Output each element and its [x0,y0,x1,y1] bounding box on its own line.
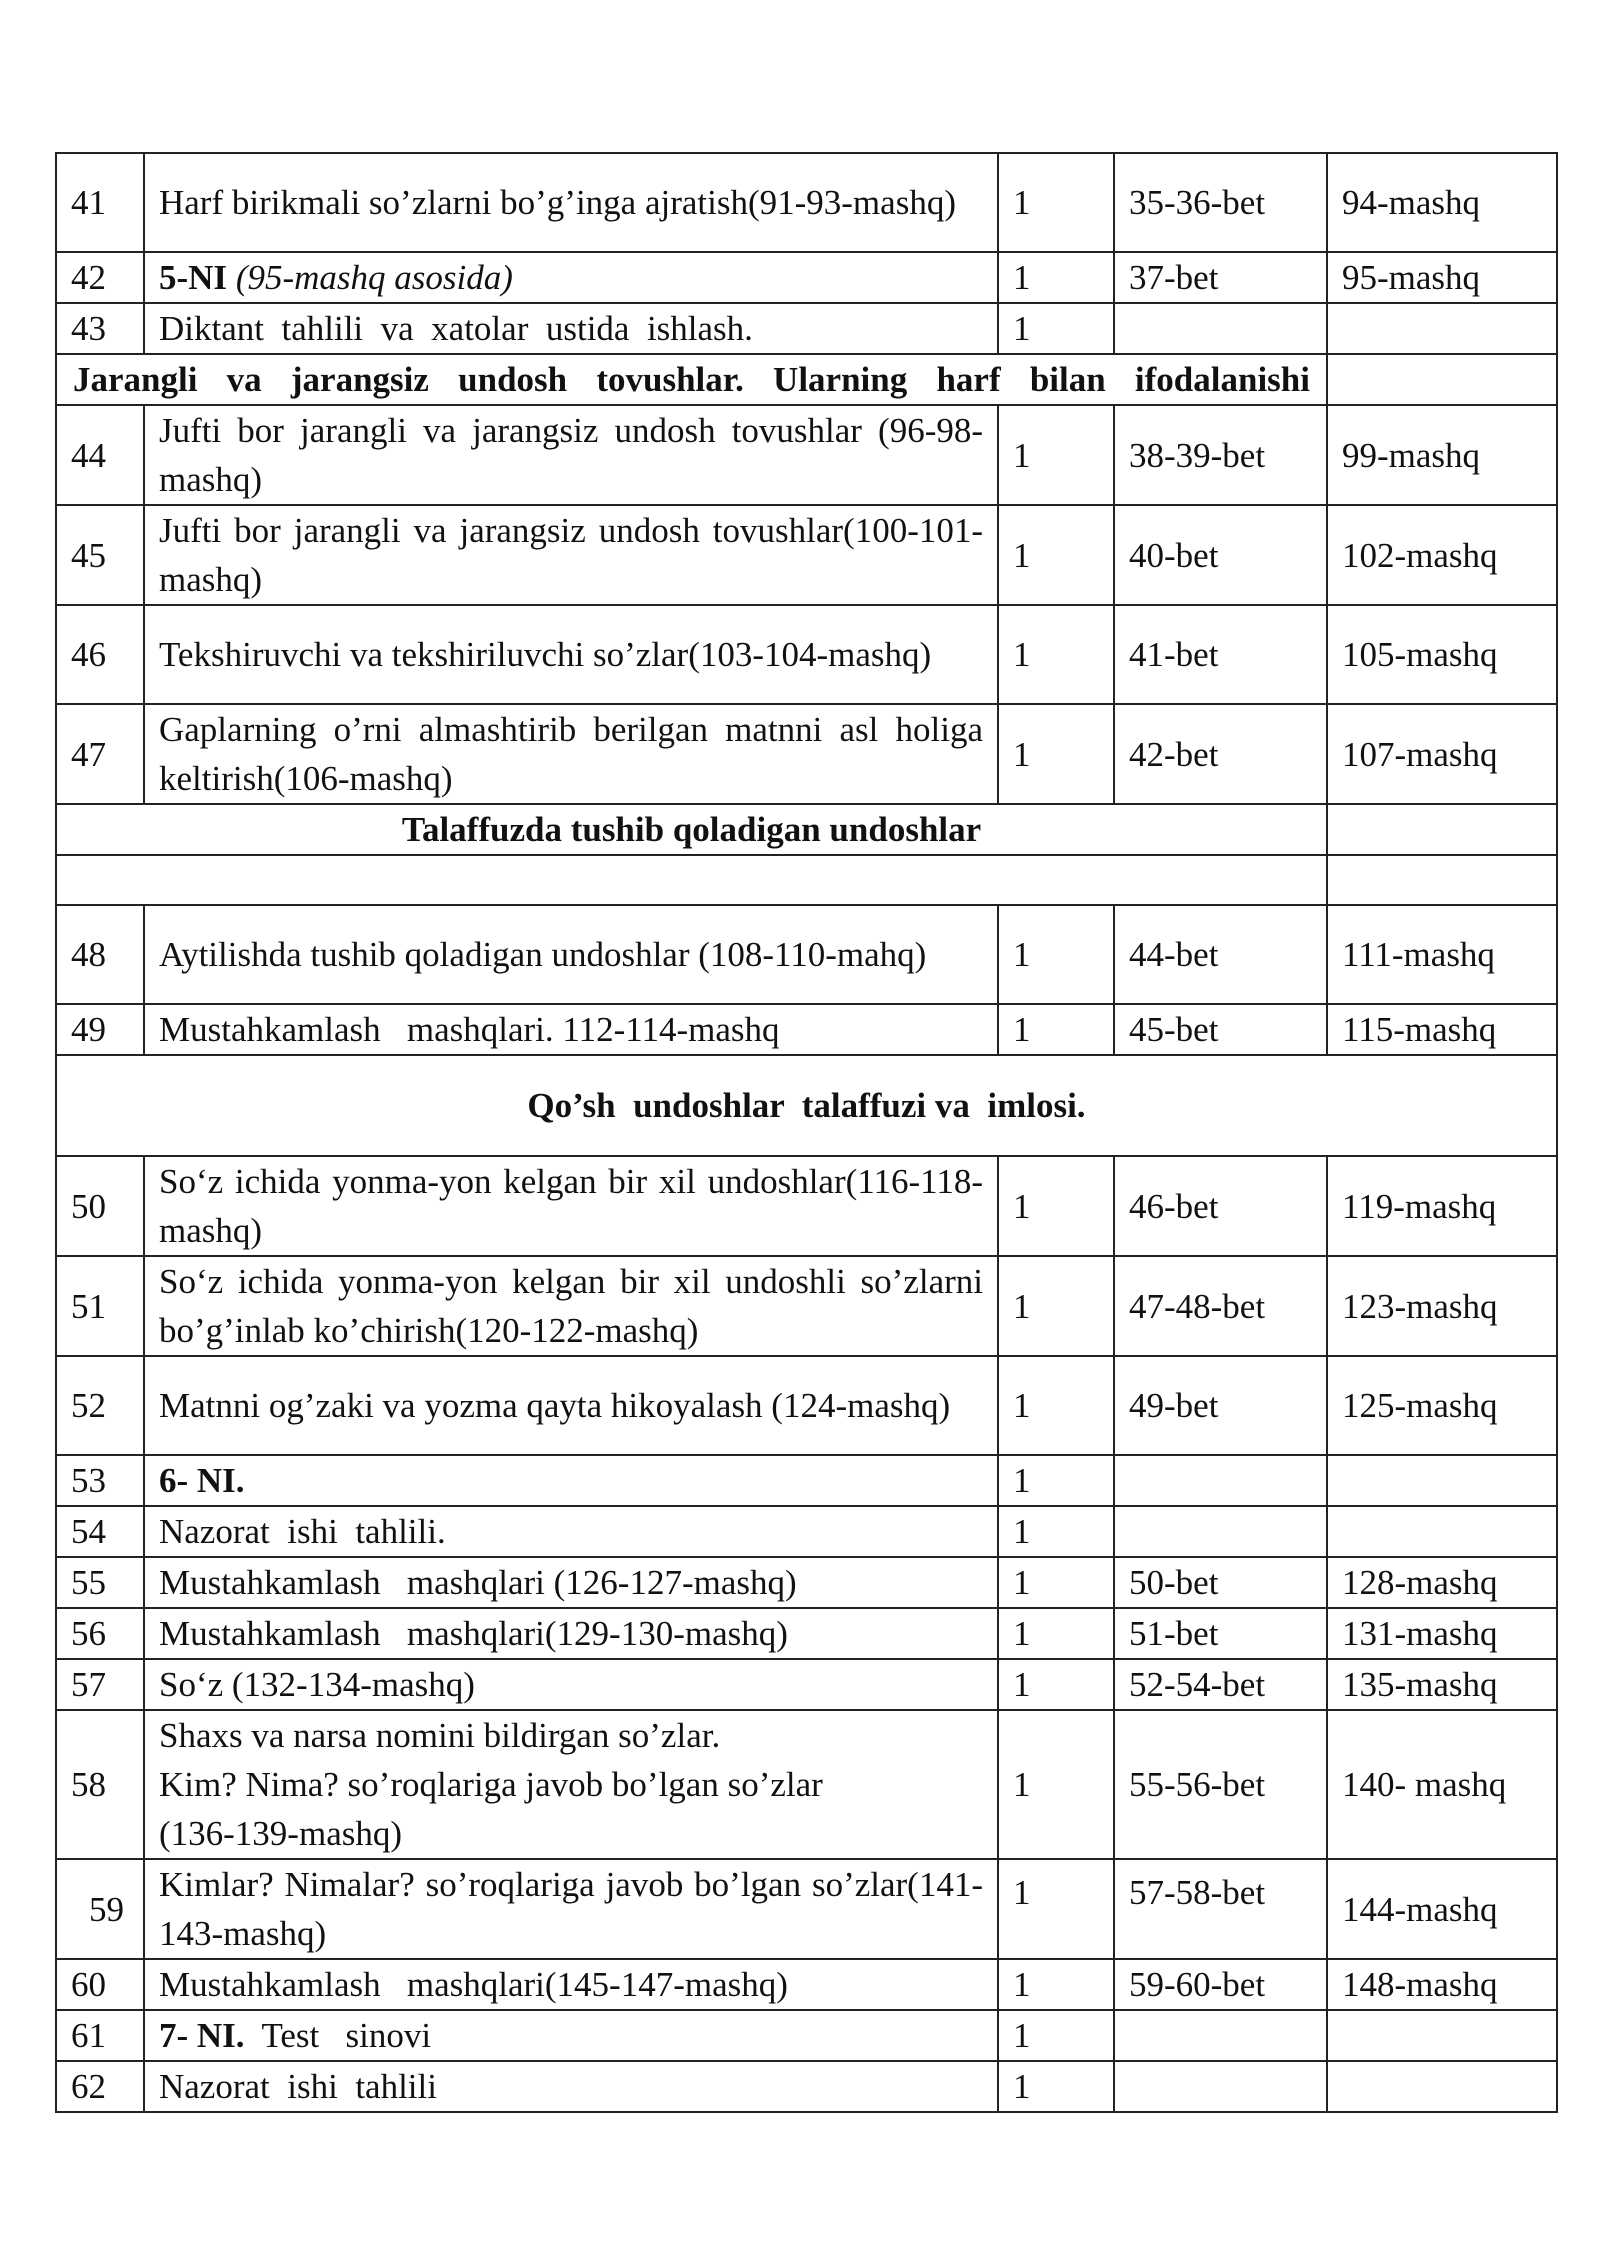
lesson-hours: 1 [998,905,1114,1004]
section-title: Jarangli va jarangsiz undosh tovushlar. Ularning harf bilan ifodalanishi [56,354,1327,405]
section-empty-cell [1327,354,1557,405]
table-row [56,303,1557,354]
topic-line: Kim? Nima? so’roqlariga javob bo’lgan so’zlar [159,1765,823,1804]
homework: 119-mashq [1327,1156,1557,1256]
table-row [56,2010,1557,2061]
table-row [56,1710,1557,1859]
topic-bold-label: 7- NI. [159,2016,245,2055]
topic-text: Test sinovi [261,2016,432,2055]
lesson-number: 60 [56,1959,144,2010]
section-title: Qo’sh undoshlar talaffuzi va imlosi. [56,1055,1557,1156]
textbook-page [1114,2010,1327,2061]
textbook-page: 46-bet [1114,1156,1327,1256]
homework: 125-mashq [1327,1356,1557,1455]
lesson-number: 62 [56,2061,144,2112]
homework: 111-mashq [1327,905,1557,1004]
table-row [56,1356,1557,1455]
table-row [56,1859,1557,1959]
topic-italic-note: (95-mashq asosida) [235,258,513,297]
lesson-hours: 1 [998,605,1114,704]
textbook-page: 47-48-bet [1114,1256,1327,1356]
homework: 94-mashq [1327,153,1557,252]
lesson-topic: Nazorat ishi tahlili. [144,1506,998,1557]
table-row [56,704,1557,804]
lesson-hours: 1 [998,1455,1114,1506]
lesson-hours: 1 [998,704,1114,804]
textbook-page: 45-bet [1114,1004,1327,1055]
lesson-topic [144,252,998,303]
textbook-page: 51-bet [1114,1608,1327,1659]
lesson-hours: 1 [998,1004,1114,1055]
homework: 135-mashq [1327,1659,1557,1710]
textbook-page [1114,2061,1327,2112]
topic-line: (136-139-mashq) [159,1814,403,1853]
homework: 144-mashq [1327,1859,1557,1959]
lesson-topic: 6- NI. [144,1455,998,1506]
lesson-hours: 1 [998,1608,1114,1659]
lesson-topic: Nazorat ishi tahlili [144,2061,998,2112]
table-row [56,252,1557,303]
textbook-page: 55-56-bet [1114,1710,1327,1859]
lesson-topic: Mustahkamlash mashqlari(129-130-mashq) [144,1608,998,1659]
table-row [56,153,1557,252]
lesson-topic [144,2010,998,2061]
lesson-hours: 1 [998,1557,1114,1608]
lesson-number: 43 [56,303,144,354]
table-row [56,1659,1557,1710]
homework: 123-mashq [1327,1256,1557,1356]
table-row [56,505,1557,605]
homework [1327,1455,1557,1506]
lesson-number: 51 [56,1256,144,1356]
blank-cell [1327,855,1557,905]
homework: 107-mashq [1327,704,1557,804]
lesson-hours: 1 [998,1256,1114,1356]
textbook-page [1114,303,1327,354]
lesson-number: 47 [56,704,144,804]
table-row [56,905,1557,1004]
table-row [56,1256,1557,1356]
homework: 105-mashq [1327,605,1557,704]
lesson-topic: So‘z ichida yonma-yon kelgan bir xil undoshlar(116-118-mashq) [144,1156,998,1256]
textbook-page: 49-bet [1114,1356,1327,1455]
textbook-page: 41-bet [1114,605,1327,704]
lesson-hours: 1 [998,1506,1114,1557]
lesson-number: 49 [56,1004,144,1055]
section-empty-cell [1327,804,1557,855]
lesson-number: 53 [56,1455,144,1506]
section-row [56,354,1557,405]
lesson-topic: Matnni og’zaki va yozma qayta hikoyalash (124-mashq) [144,1356,998,1455]
lesson-topic [144,1710,998,1859]
textbook-page [1114,1506,1327,1557]
homework: 148-mashq [1327,1959,1557,2010]
homework: 128-mashq [1327,1557,1557,1608]
textbook-page: 38-39-bet [1114,405,1327,505]
homework: 140- mashq [1327,1710,1557,1859]
table-row [56,1156,1557,1256]
lesson-topic: Mustahkamlash mashqlari (126-127-mashq) [144,1557,998,1608]
lesson-hours: 1 [998,1356,1114,1455]
homework [1327,303,1557,354]
lesson-topic: Gaplarning o’rni almashtirib berilgan matnni asl holiga keltirish(106-mashq) [144,704,998,804]
lesson-number: 55 [56,1557,144,1608]
lesson-number: 54 [56,1506,144,1557]
textbook-page: 52-54-bet [1114,1659,1327,1710]
lesson-number: 56 [56,1608,144,1659]
lesson-hours: 1 [998,1659,1114,1710]
textbook-page: 57-58-bet [1114,1859,1327,1959]
textbook-page: 59-60-bet [1114,1959,1327,2010]
table-row [56,1455,1557,1506]
lesson-hours: 1 [998,1156,1114,1256]
lesson-topic: So‘z ichida yonma-yon kelgan bir xil undoshli so’zlarni bo’g’inlab ko’chirish(120-122-mashq) [144,1256,998,1356]
homework: 95-mashq [1327,252,1557,303]
textbook-page: 35-36-bet [1114,153,1327,252]
homework [1327,2010,1557,2061]
textbook-page [1114,1455,1327,1506]
blank-row [56,855,1557,905]
table-row [56,2061,1557,2112]
lesson-topic: Mustahkamlash mashqlari. 112-114-mashq [144,1004,998,1055]
lesson-topic: Harf birikmali so’zlarni bo’g’inga ajratish(91-93-mashq) [144,153,998,252]
table-row [56,1959,1557,2010]
homework: 131-mashq [1327,1608,1557,1659]
lesson-number: 42 [56,252,144,303]
lesson-topic: Tekshiruvchi va tekshiriluvchi so’zlar(103-104-mashq) [144,605,998,704]
lesson-topic: Kimlar? Nimalar? so’roqlariga javob bo’lgan so’zlar(141-143-mashq) [144,1859,998,1959]
textbook-page: 44-bet [1114,905,1327,1004]
table-row [56,1004,1557,1055]
section-row [56,804,1557,855]
homework: 115-mashq [1327,1004,1557,1055]
lesson-hours: 1 [998,2061,1114,2112]
lesson-topic: Mustahkamlash mashqlari(145-147-mashq) [144,1959,998,2010]
lesson-plan-table [55,152,1558,2113]
table-row [56,1557,1557,1608]
lesson-topic: So‘z (132-134-mashq) [144,1659,998,1710]
lesson-number: 61 [56,2010,144,2061]
lesson-hours: 1 [998,505,1114,605]
lesson-hours: 1 [998,153,1114,252]
table-row [56,605,1557,704]
section-row [56,1055,1557,1156]
lesson-number: 46 [56,605,144,704]
lesson-number: 59 [56,1859,144,1959]
lesson-number: 57 [56,1659,144,1710]
lesson-hours: 1 [998,2010,1114,2061]
lesson-hours: 1 [998,1959,1114,2010]
topic-bold-label: 5-NI [159,258,228,297]
lesson-hours: 1 [998,252,1114,303]
homework: 99-mashq [1327,405,1557,505]
table-row [56,1608,1557,1659]
lesson-topic: Aytilishda tushib qoladigan undoshlar (108-110-mahq) [144,905,998,1004]
lesson-topic: Jufti bor jarangli va jarangsiz undosh tovushlar (96-98-mashq) [144,405,998,505]
homework [1327,1506,1557,1557]
textbook-page: 37-bet [1114,252,1327,303]
textbook-page: 42-bet [1114,704,1327,804]
lesson-topic: Diktant tahlili va xatolar ustida ishlash. [144,303,998,354]
table-row [56,405,1557,505]
lesson-topic: Jufti bor jarangli va jarangsiz undosh tovushlar(100-101-mashq) [144,505,998,605]
lesson-hours: 1 [998,1710,1114,1859]
homework [1327,2061,1557,2112]
lesson-hours: 1 [998,405,1114,505]
lesson-number: 58 [56,1710,144,1859]
table-row [56,1506,1557,1557]
homework: 102-mashq [1327,505,1557,605]
section-title: Talaffuzda tushib qoladigan undoshlar [56,804,1327,855]
lesson-number: 52 [56,1356,144,1455]
lesson-number: 48 [56,905,144,1004]
lesson-number: 45 [56,505,144,605]
textbook-page: 40-bet [1114,505,1327,605]
topic-line: Shaxs va narsa nomini bildirgan so’zlar. [159,1716,721,1755]
lesson-number: 41 [56,153,144,252]
textbook-page: 50-bet [1114,1557,1327,1608]
blank-cell [56,855,1327,905]
lesson-number: 44 [56,405,144,505]
lesson-hours: 1 [998,1859,1114,1959]
lesson-number: 50 [56,1156,144,1256]
lesson-hours: 1 [998,303,1114,354]
